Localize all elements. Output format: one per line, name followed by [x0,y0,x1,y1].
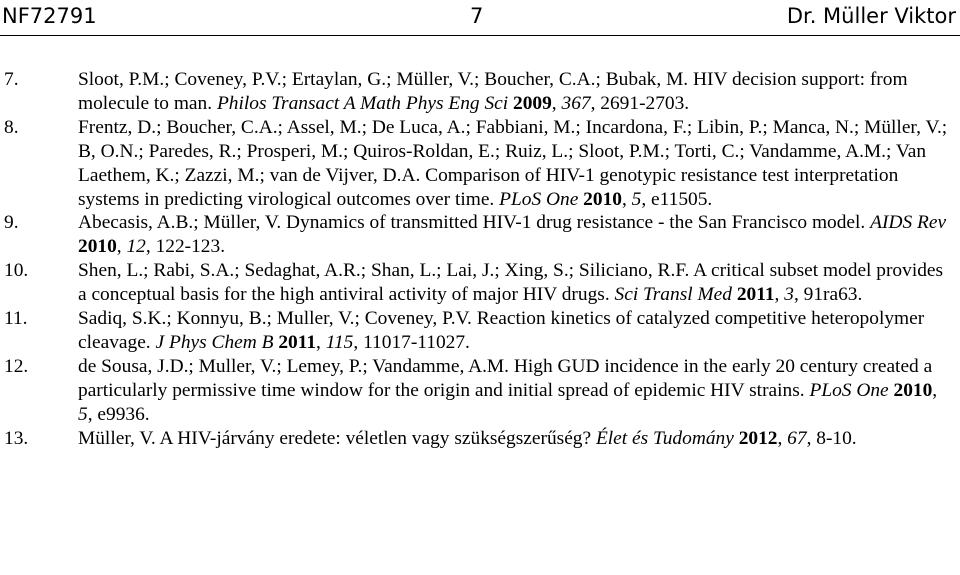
reference-pages: , 8-10. [806,427,857,449]
page-number: 7 [470,4,484,28]
reference-item: 13. Müller, V. A HIV-járvány eredete: véletlen vagy szükségszerűség? Élet és Tudomány 2012, 67, 8-10. [4,427,857,449]
reference-item: 12. de Sousa, J.D.; Muller, V.; Lemey, P.; Vandamme, A.M. High GUD incidence in the early 20 century created a particularly permissive time window for the origin and initial spread of epidemic HIV strains. PLoS One 2010, 5, e9936. [4,355,938,425]
reference-list [4,68,954,451]
reference-item: 9. Abecasis, A.B.; Müller, V. Dynamics of transmitted HIV-1 drug resistance - the San Francisco model. AIDS Rev 2010, 12, 122-123. [4,212,947,258]
reference-item: 7. Sloot, P.M.; Coveney, P.V.; Ertaylan, G.; Müller, V.; Boucher, C.A.; Bubak, M. HIV decision support: from molecule to man. Philos Transact A Math Phys Eng Sci 2009, 367, 2691-2703. [4,69,908,114]
reference-journal: Philos Transact A Math Phys Eng Sci [216,92,509,114]
header-rule [0,35,960,36]
page-header [0,0,960,44]
reference-volume: 3 [784,284,794,306]
author-name: Dr. Müller Viktor [786,4,956,28]
reference-journal: Sci Transl Med [614,284,732,306]
reference-number: 12. [4,355,29,377]
reference-year: 2012 [738,427,778,449]
reference-number: 11. [4,308,28,330]
reference-number: 9. [4,212,19,234]
reference-journal: PLoS One [809,379,889,401]
reference-pages: , 91ra63. [793,284,863,306]
reference-authors-title: Müller, V. A HIV-járvány eredete: véletlen vagy szükségszerűség? [78,427,596,449]
reference-volume: 12 [126,236,146,258]
reference-number: 10. [4,260,29,282]
reference-volume: 367 [561,92,591,114]
reference-volume: 67 [787,427,807,449]
reference-volume: 5 [631,188,642,210]
reference-pages: , e9936. [87,403,150,425]
document-id: NF72791 [2,4,97,28]
reference-year: 2010 [893,379,933,401]
reference-pages: , 2691-2703. [590,92,690,114]
reference-journal: Élet és Tudomány [595,427,734,449]
reference-pages: , 122-123. [145,236,226,258]
reference-number: 8. [4,116,19,138]
reference-journal: AIDS Rev [870,212,947,234]
reference-item: 10. Shen, L.; Rabi, S.A.; Sedaghat, A.R.; Shan, L.; Lai, J.; Xing, S.; Siliciano, R.F. A critical subset model provides a conceptual basis for the high antiviral activity of major HIV drugs. Sci Transl Med 2011, 3, 91ra63. [4,260,944,306]
reference-authors-title: Sadiq, S.K.; Konnyu, B.; Muller, V.; Coveney, P.V. Reaction kinetics of catalyzed competitive heteropolymer cleavage. [78,308,925,353]
reference-item: 11. Sadiq, S.K.; Konnyu, B.; Muller, V.; Coveney, P.V. Reaction kinetics of catalyzed competitive heteropolymer cleavage. J Phys Chem B 2011, 115, 11017-11027. [4,308,925,353]
reference-authors-title: Abecasis, A.B.; Müller, V. Dynamics of transmitted HIV-1 drug resistance - the San Francisco model. [78,212,871,234]
reference-pages: , 11017-11027. [353,331,470,353]
reference-year: 2009 [513,92,552,114]
reference-journal: J Phys Chem B [155,331,274,353]
reference-year: 2011 [278,331,317,353]
reference-authors-title: Sloot, P.M.; Coveney, P.V.; Ertaylan, G.; Müller, V.; Boucher, C.A.; Bubak, M. HIV decision support: from molecule to man. [78,69,908,114]
reference-number: 7. [4,69,19,90]
reference-journal: PLoS One [499,188,579,210]
reference-year: 2010 [78,236,117,258]
reference-item: 8. Frentz, D.; Boucher, C.A.; Assel, M.; De Luca, A.; Fabbiani, M.; Incardona, F.; Libin, P.; Manca, N.; Müller, V.; B, O.N.; Paredes, R.; Prosperi, M.; Quiros-Roldan, E.; Ruiz, L.; Sloot, P.M.; Torti, C.; Vandamme, A.M.; Van Laethem, K.; Zazzi, M.; van de Vijver, D.A. Comparison of HIV-1 genotypic resistance test interpretation systems in predicting virological outcomes over time. PLoS One 2010, 5, e11505. [4,116,948,210]
reference-volume: 5 [78,403,88,425]
reference-authors-title: Shen, L.; Rabi, S.A.; Sedaghat, A.R.; Shan, L.; Lai, J.; Xing, S.; Siliciano, R.F. A critical subset model provides a conceptual basis for the high antiviral activity of major HIV drugs. [78,260,944,306]
reference-number: 13. [4,427,29,449]
reference-year: 2011 [736,284,775,306]
reference-year: 2010 [583,188,622,210]
reference-pages: , e11505. [641,188,713,210]
reference-authors-title: de Sousa, J.D.; Muller, V.; Lemey, P.; Vandamme, A.M. High GUD incidence in the early 20 century created a particularly permissive time window for the origin and initial spread of epidemic HIV strains. [78,355,933,401]
reference-volume: 115 [325,331,354,353]
reference-authors-title: Frentz, D.; Boucher, C.A.; Assel, M.; De Luca, A.; Fabbiani, M.; Incardona, F.; Libin, P.; Manca, N.; Müller, V.; B, O.N.; Paredes, R.; Prosperi, M.; Quiros-Roldan, E.; Ruiz, L.; Sloot, P.M.; Torti, C.; Vandamme, A.M.; Van Laethem, K.; Zazzi, M.; van de Vijver, D.A. Comparison of HIV-1 genotypic resistance test interpretation systems in predicting virological outcomes over time. [78,116,948,210]
